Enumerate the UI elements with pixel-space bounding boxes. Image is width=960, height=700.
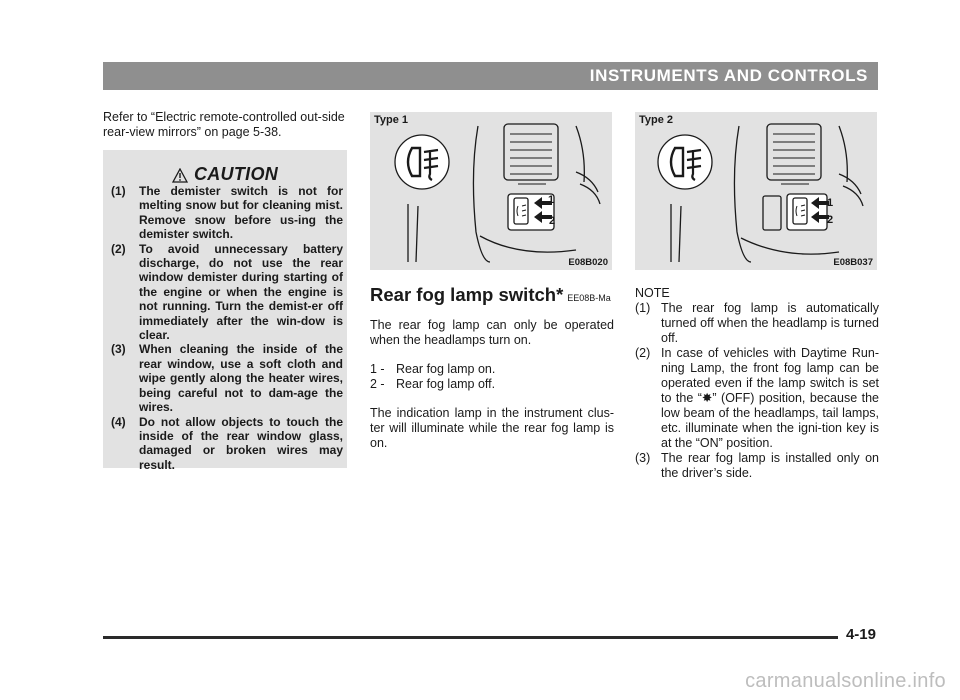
figure-type-label: Type 2 bbox=[639, 114, 674, 126]
caution-item bbox=[111, 342, 343, 414]
fog-switch-illustration-type-2 bbox=[635, 112, 877, 270]
arrow-label-1: 1 bbox=[548, 194, 555, 206]
caution-item bbox=[111, 242, 343, 343]
caution-item-number: (4) bbox=[111, 414, 126, 429]
caution-box bbox=[103, 150, 347, 472]
caution-item-number: (1) bbox=[111, 184, 126, 198]
watermark: carmanualsonline.info bbox=[745, 670, 946, 692]
section-body bbox=[370, 318, 614, 465]
note-item bbox=[635, 346, 879, 451]
caution-item-text: To avoid unnecessary battery discharge, do not use the rear window demister during starting of the engine or when the engine is not running. Turn the demist-er off immediately after the win-dow is clear. bbox=[139, 241, 343, 343]
step-item bbox=[370, 377, 614, 392]
caution-item-number: (2) bbox=[111, 241, 126, 256]
note-title: NOTE bbox=[635, 286, 670, 300]
caution-list bbox=[111, 184, 343, 472]
section-title-text: Rear fog lamp switch* bbox=[370, 284, 564, 305]
header-band bbox=[103, 62, 878, 90]
step-text: Rear fog lamp off. bbox=[396, 377, 496, 391]
section-title bbox=[370, 284, 620, 306]
page-number: 4-19 bbox=[845, 626, 876, 643]
warning-triangle-icon bbox=[172, 168, 188, 183]
note-item-text: The rear fog lamp is installed only on the driver’s side. bbox=[661, 451, 879, 480]
note-item bbox=[635, 301, 879, 346]
note-item-number: (2) bbox=[635, 346, 651, 360]
figure-code: E08B020 bbox=[568, 257, 608, 268]
page-header-title: INSTRUMENTS AND CONTROLS bbox=[589, 66, 868, 85]
caution-item-number: (3) bbox=[111, 342, 126, 357]
section-intro: The rear fog lamp can only be operated when the headlamps turn on. bbox=[370, 318, 614, 347]
figure-code: E08B037 bbox=[833, 257, 873, 268]
arrow-label-1: 1 bbox=[827, 197, 834, 209]
indication-text: The indication lamp in the instrument clus-ter will illuminate while the rear fog lamp is on. bbox=[370, 406, 614, 450]
note-item-text: In case of vehicles with Daytime Run-ning Lamp, the front fog lamp can be operated even if the lamp switch is set to the “✸” (OFF) position, because the low beam of the headlamps, tail lamps, etc. illuminate when the igni-tion key is at the “ON” position. bbox=[661, 346, 879, 450]
figure-type-2 bbox=[635, 112, 877, 270]
note-item-number: (3) bbox=[635, 451, 651, 465]
caution-title: CAUTION bbox=[193, 164, 279, 184]
arrow-label-2: 2 bbox=[549, 215, 556, 227]
note-item-text: The rear fog lamp is automatically turned off when the headlamp is turned off. bbox=[661, 301, 879, 345]
caution-item-text: Do not allow objects to touch the inside of the rear window glass, damaged or broken wires may result. bbox=[139, 414, 343, 472]
note-item bbox=[635, 451, 879, 481]
figure-type-label: Type 1 bbox=[374, 114, 409, 126]
arrow-label-2: 2 bbox=[827, 214, 834, 226]
caution-heading bbox=[103, 164, 347, 185]
caution-item bbox=[111, 184, 343, 242]
footer-rule bbox=[103, 636, 838, 639]
step-number: 1 - bbox=[370, 362, 385, 376]
step-number: 2 - bbox=[370, 377, 385, 391]
fog-switch-illustration-type-1 bbox=[370, 112, 612, 270]
step-item bbox=[370, 362, 614, 377]
note-item-number: (1) bbox=[635, 301, 651, 315]
step-text: Rear fog lamp on. bbox=[396, 362, 496, 376]
caution-item-text: When cleaning the inside of the rear window, use a soft cloth and wipe gently along the heater wires, being careful not to dam-age the wires. bbox=[139, 342, 343, 415]
note-block bbox=[635, 286, 879, 481]
section-code: EE08B-Ma bbox=[567, 293, 611, 303]
figure-type-1 bbox=[370, 112, 612, 270]
caution-item-text: The demister switch is not for melting snow but for cleaning mist. Remove snow before us-ing the demister switch. bbox=[139, 184, 343, 242]
intro-text: Refer to “Electric remote-controlled out-side rear-view mirrors” on page 5-38. bbox=[103, 110, 345, 139]
caution-item bbox=[111, 415, 343, 473]
